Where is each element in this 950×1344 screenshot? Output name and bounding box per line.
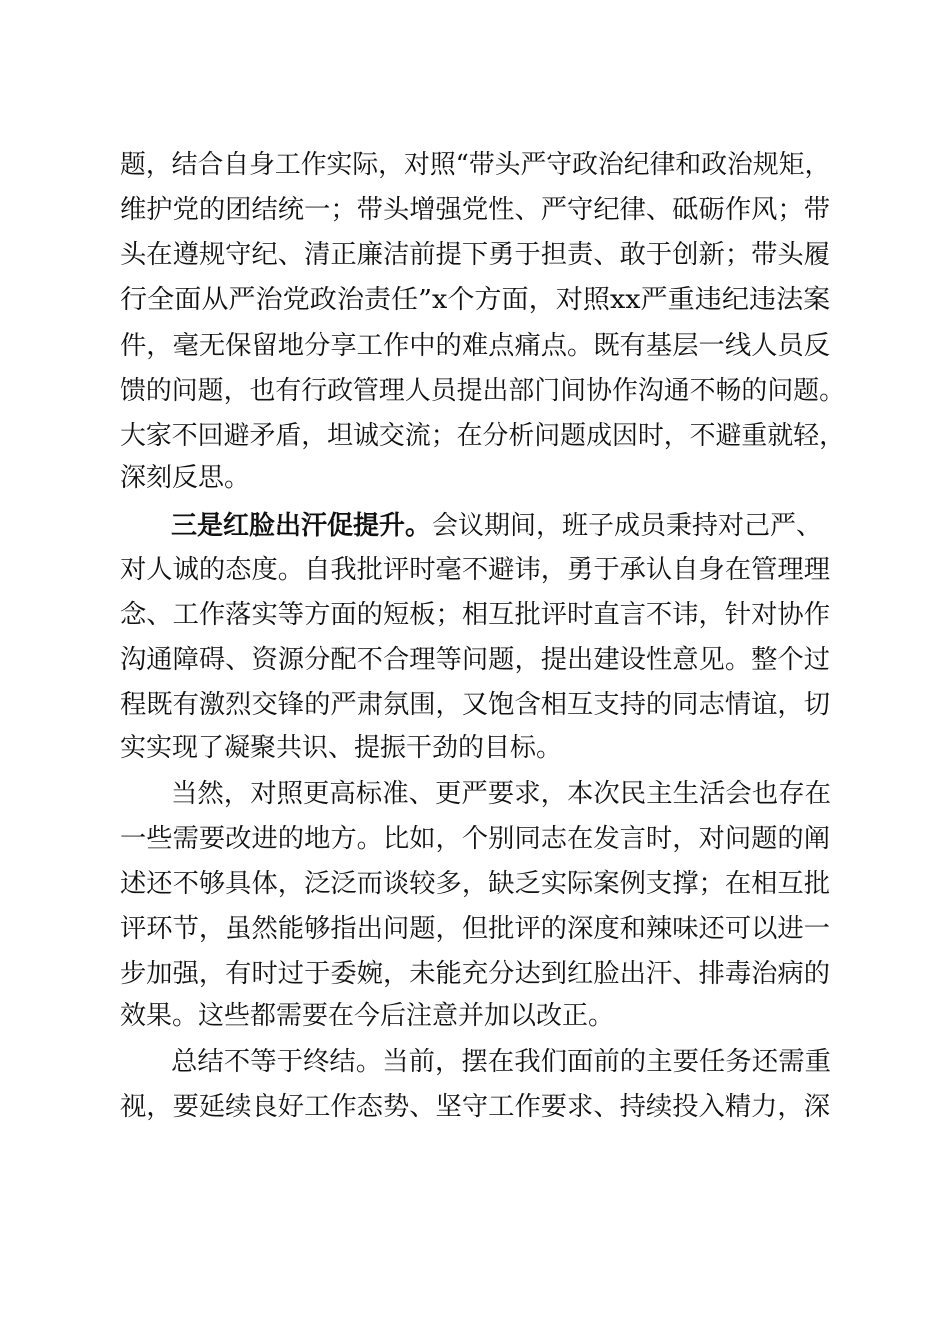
line-text: 视，要延续良好工作态势、坚守工作要求、持续投入精力，深 bbox=[120, 1092, 831, 1122]
line-text: 步加强，有时过于委婉，未能充分达到红脸出汗、排毒治病的 bbox=[120, 959, 831, 989]
line-text: 深刻反思。 bbox=[120, 463, 251, 493]
text-line bbox=[0, 506, 950, 546]
text-line bbox=[0, 190, 950, 230]
line-text: 述还不够具体，泛泛而谈较多，缺乏实际案例支撑；在相互批 bbox=[120, 869, 831, 899]
line-text: 念、工作落实等方面的短板；相互批评时直言不讳，针对协作 bbox=[120, 600, 831, 630]
text-line bbox=[0, 819, 950, 859]
line-text: 实实现了凝聚共识、提振干劲的目标。 bbox=[120, 733, 563, 763]
line-text: 大家不回避矛盾，坦诚交流；在分析问题成因时，不避重就轻， bbox=[120, 421, 846, 451]
line-text: 件，毫无保留地分享工作中的难点痛点。既有基层一线人员反 bbox=[120, 331, 831, 361]
text-line bbox=[0, 640, 950, 680]
text-line bbox=[0, 996, 950, 1036]
text-line bbox=[0, 550, 950, 590]
text-line bbox=[0, 458, 950, 498]
line-text: 效果。这些都需要在今后注意并加以改正。 bbox=[120, 1001, 615, 1031]
line-text: 头在遵规守纪、清正廉洁前提下勇于担责、敢于创新；带头履 bbox=[120, 240, 831, 270]
line-text: 行全面从严治党政治责任”x个方面，对照xx严重违纪违法案 bbox=[120, 285, 831, 315]
line-text: 沟通障碍、资源分配不合理等问题，提出建设性意见。整个过 bbox=[120, 645, 831, 675]
line-text: 会议期间，班子成员秉持对己严、 bbox=[432, 511, 823, 541]
text-line bbox=[0, 416, 950, 456]
line-text: 对人诚的态度。自我批评时毫不避讳，勇于承认自身在管理理 bbox=[120, 555, 831, 585]
text-line bbox=[0, 954, 950, 994]
text-line bbox=[0, 728, 950, 768]
section-heading: 三是红脸出汗促提升。 bbox=[171, 511, 432, 541]
text-line bbox=[0, 909, 950, 949]
text-line bbox=[0, 1042, 950, 1082]
text-line bbox=[0, 280, 950, 320]
text-line bbox=[0, 1087, 950, 1127]
line-text: 馈的问题，也有行政管理人员提出部门间协作沟通不畅的问题。 bbox=[120, 376, 846, 406]
text-line bbox=[0, 145, 950, 185]
text-line bbox=[0, 595, 950, 635]
line-text: 总结不等于终结。当前，摆在我们面前的主要任务还需重 bbox=[171, 1047, 832, 1077]
line-text: 一些需要改进的地方。比如，个别同志在发言时，对问题的阐 bbox=[120, 824, 831, 854]
text-line bbox=[0, 371, 950, 411]
line-text: 评环节，虽然能够指出问题，但批评的深度和辣味还可以进一 bbox=[120, 914, 831, 944]
text-line bbox=[0, 326, 950, 366]
text-line bbox=[0, 235, 950, 275]
text-line bbox=[0, 864, 950, 904]
text-line bbox=[0, 685, 950, 725]
line-text: 程既有激烈交锋的严肃氛围，又饱含相互支持的同志情谊，切 bbox=[120, 690, 831, 720]
text-line bbox=[0, 774, 950, 814]
line-text: 当然，对照更高标准、更严要求，本次民主生活会也存在 bbox=[171, 779, 832, 809]
line-text: 维护党的团结统一；带头增强党性、严守纪律、砥砺作风；带 bbox=[120, 195, 831, 225]
line-text: 题，结合自身工作实际，对照“带头严守政治纪律和政治规矩， bbox=[120, 150, 831, 180]
